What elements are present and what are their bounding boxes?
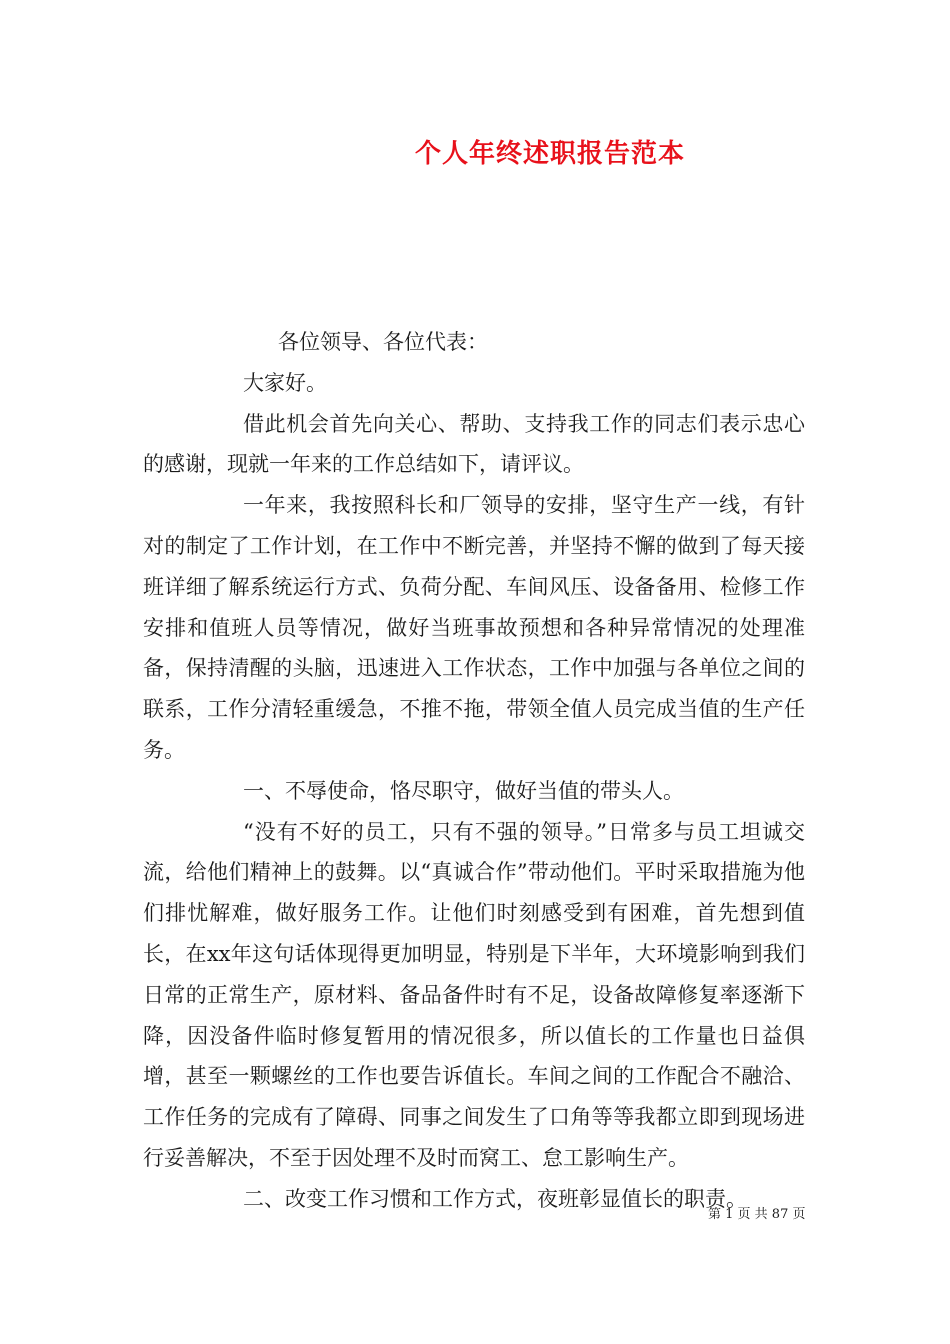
document-body [143,322,805,1220]
paragraph-section-1: “没有不好的员工，只有不强的领导。”日常多与员工坦诚交流，给他们精神上的鼓舞。以“真诚合作”带动他们。平时采取措施为他们排忧解难，做好服务工作。让他们时刻感受到有困难，首先想到值长，在xx年这句话体现得更加明显，特别是下半年，大环境影响到我们日常的正常生产，原材料、备品备件时有不足，设备故障修复率逐渐下降，因没备件临时修复暂用的情况很多，所以值长的工作量也日益俱增，甚至一颗螺丝的工作也要告诉值长。车间之间的工作配合不融洽、工作任务的完成有了障碍、同事之间发生了口角等等我都立即到现场进行妥善解决，不至于因处理不及时而窝工、怠工影响生产。 [143,819,805,1170]
page-number-footer: 第 1 页 共 87 页 [708,1207,806,1222]
section-heading-2: 二、改变工作习惯和工作方式，夜班彰显值长的职责。 [243,1186,747,1211]
section-heading-1: 一、不辱使命，恪尽职守，做好当值的带头人。 [243,778,684,803]
salutation: 各位领导、各位代表： [278,330,488,354]
paragraph-thanks: 借此机会首先向关心、帮助、支持我工作的同志们表示忠心的感谢，现就一年来的工作总结如下，请评议。 [143,411,805,477]
greeting: 大家好。 [243,370,327,395]
document-title: 个人年终述职报告范本 [414,139,685,169]
paragraph-overview: 一年来，我按照科长和厂领导的安排，坚守生产一线，有针对的制定了工作计划，在工作中不断完善，并坚持不懈的做到了每天接班详细了解系统运行方式、负荷分配、车间风压、设备备用、检修工作安排和值班人员等情况，做好当班事故预想和各种异常情况的处理准备，保持清醒的头脑，迅速进入工作状态，工作中加强与各单位之间的联系，工作分清轻重缓急，不推不拖，带领全值人员完成当值的生产任务。 [143,493,805,762]
